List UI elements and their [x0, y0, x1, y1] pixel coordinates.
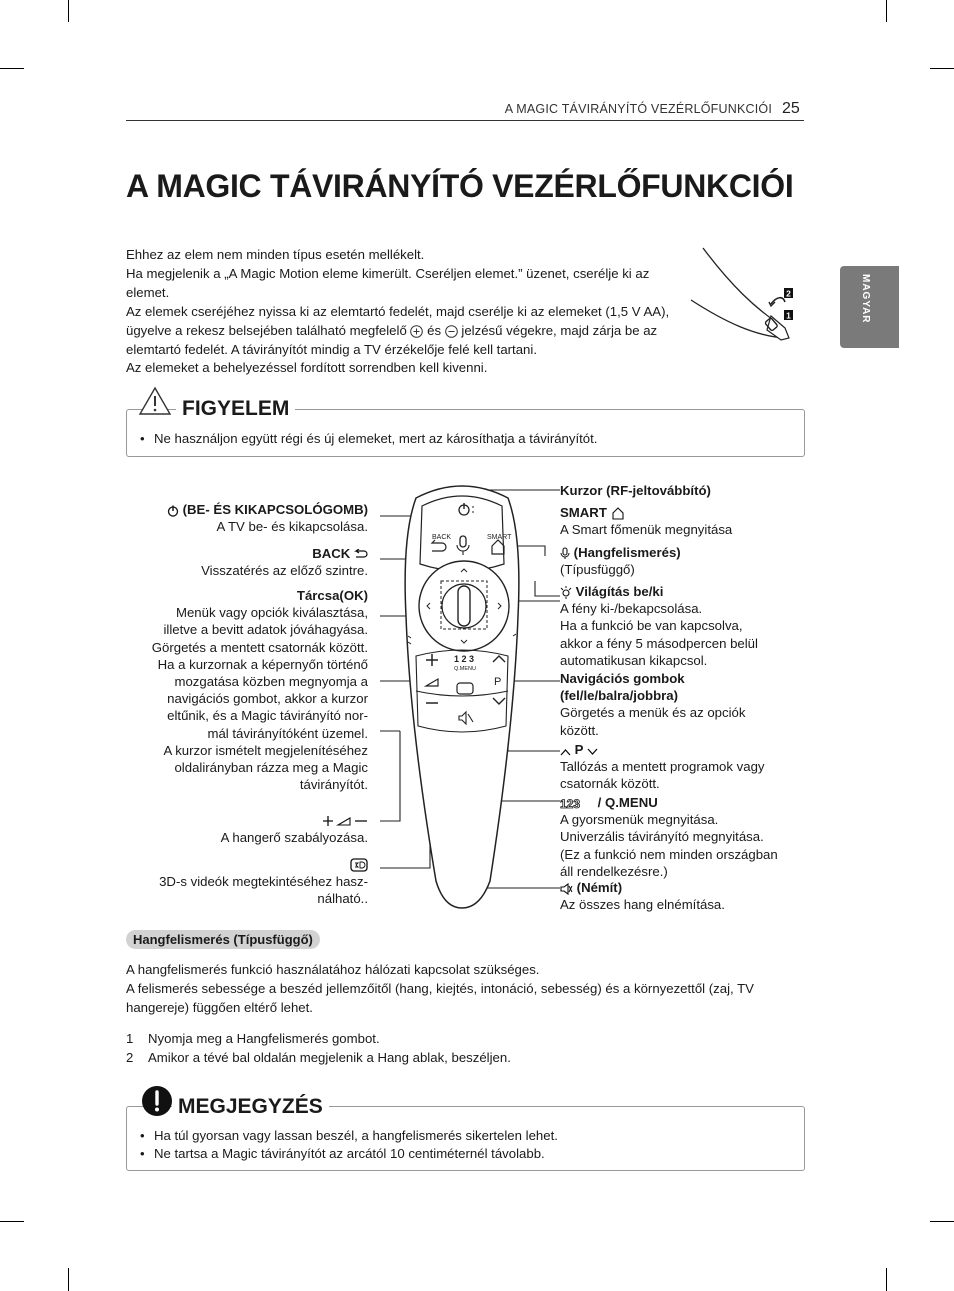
- note-title: MEGJEGYZÉS: [172, 1095, 329, 1119]
- wheel-desc-line: illetve a bevitt adatok jóváhagyása.: [163, 622, 368, 638]
- light-desc-line: Ha a funkció be van kapcsolva,: [560, 618, 743, 634]
- nav-desc-line: között.: [560, 722, 599, 738]
- label-smart: [560, 504, 805, 538]
- label-power: [120, 501, 368, 535]
- label-light: [560, 583, 805, 669]
- 3d-desc-line: 3D-s videók megtekintéséhez hasz-: [159, 874, 368, 890]
- wheel-desc-line: mozgatása közben megnyomja a: [174, 674, 368, 690]
- p-title: P: [574, 742, 584, 757]
- step-number: 2: [126, 1049, 134, 1065]
- back-desc: Visszatérés az előző szintre.: [201, 563, 368, 579]
- label-channel: [560, 741, 805, 793]
- volume-desc: A hangerő szabályozása.: [220, 830, 368, 846]
- qmenu-desc-line: (Ez a funkció nem minden országban: [560, 846, 778, 862]
- light-title: Világítás be/ki: [575, 584, 664, 599]
- wheel-desc-line: navigációs gombot, akkor a kurzor: [167, 691, 368, 707]
- step-item: [126, 1049, 511, 1068]
- volume-icons: [322, 814, 368, 828]
- language-tab-label: MAGYAR: [860, 274, 871, 324]
- mute-desc: Az összes hang elnémítása.: [560, 897, 725, 913]
- p-desc-line: csatornák között.: [560, 776, 660, 792]
- cursor-title: Kurzor (RF-jeltovábbító): [560, 483, 711, 498]
- note-item: • Ne tartsa a Magic távirányítót az arcától 10 centiméternél távolabb.: [140, 1145, 790, 1163]
- step-badge-2: 2: [786, 288, 791, 299]
- wheel-title: Tárcsa(OK): [296, 588, 368, 603]
- back-icon: [354, 549, 368, 561]
- step-text: Amikor a tévé bal oldalán megjelenik a Hang ablak, beszéljen.: [148, 1049, 511, 1065]
- label-mute: [560, 879, 805, 913]
- nav-title-line: Navigációs gombok: [560, 671, 685, 686]
- wheel-desc-line: Görgetés a mentett csatornák között.: [151, 639, 368, 655]
- caution-item: • Ne használjon együtt régi és új elemeket, mert az károsíthatja a távirányítót.: [140, 430, 790, 448]
- label-3d: [120, 856, 368, 908]
- wheel-desc-line: távirányítót.: [299, 777, 368, 793]
- note-list: [140, 1127, 790, 1163]
- crop-mark: [0, 68, 24, 69]
- crop-mark: [930, 68, 954, 69]
- smart-title: SMART: [560, 505, 607, 520]
- step-item: [126, 1030, 511, 1049]
- qmenu-title: / Q.MENU: [597, 795, 658, 810]
- power-desc: A TV be- és kikapcsolása.: [216, 519, 368, 535]
- voice-steps: [126, 1030, 511, 1068]
- intro-line: Ha megjelenik a „A Magic Motion eleme kimerült. Cseréljen elemet.” üzenet, cserélje ki az elemet.: [126, 265, 650, 300]
- wheel-desc-line: mál távirányítóként üzemel.: [207, 725, 368, 741]
- nav-title-line: (fel/le/balra/jobbra): [560, 688, 678, 704]
- voice-title: (Hangfelismerés): [573, 545, 681, 560]
- mute-title: (Némít): [576, 880, 623, 895]
- p-desc-line: Tallózás a mentett programok vagy: [560, 759, 765, 775]
- label-cursor: [560, 482, 805, 499]
- crop-mark: [68, 1268, 69, 1291]
- step-text: Nyomja meg a Hangfelismerés gombot.: [148, 1031, 380, 1046]
- qmenu-desc-line: áll rendelkezésre.): [560, 863, 668, 879]
- number-123-icon: [560, 797, 594, 810]
- nav-desc-line: Görgetés a menük és az opciók: [560, 705, 746, 721]
- qmenu-desc-line: Univerzális távirányító megnyitása.: [560, 829, 764, 845]
- crop-mark: [886, 1268, 887, 1291]
- smart-desc: A Smart főmenük megnyitása: [560, 522, 733, 538]
- 3d-desc-line: nálható..: [317, 891, 368, 907]
- battery-cover-figure: [685, 244, 805, 354]
- intro-line: Az elemeket a behelyezéssel fordított sorrendben kell kivenni.: [126, 360, 488, 376]
- intro-line-part: Az elemek cseréjéhez nyissa ki az elemtartó fedelét, majd cserélje ki az elemeket (1,5 V AA), ügyelve a rekesz belsejében található megfelelő: [126, 303, 670, 338]
- intro-line-part: jelzésű végekre, majd zárja be az elemtartó fedelét. A távirányítót mindig a TV érzékelője felé kell tartani.: [126, 322, 658, 357]
- remote-123-label: 1 2 3: [454, 654, 475, 664]
- step-number: 1: [126, 1031, 134, 1046]
- power-title: (BE- ÉS KIKAPCSOLÓGOMB): [182, 502, 368, 517]
- magic-remote-illustration: [380, 476, 560, 916]
- voice-desc: (Típusfüggő): [560, 562, 635, 578]
- minus-circle-icon: [445, 325, 458, 338]
- step-badge-1: 1: [786, 310, 791, 321]
- crop-mark: [68, 0, 69, 22]
- wheel-desc-line: A kurzor ismételt megjelenítéséhez: [163, 742, 368, 758]
- caution-title: FIGYELEM: [176, 397, 295, 421]
- mic-icon: [560, 547, 570, 560]
- light-icon: [560, 586, 572, 599]
- wheel-desc-line: Menük vagy opciók kiválasztása,: [175, 605, 368, 621]
- chevron-down-icon: [587, 747, 598, 757]
- remote-qmenu-label: Q.MENU: [454, 666, 476, 672]
- running-header: A MAGIC TÁVIRÁNYÍTÓ VEZÉRLŐFUNKCIÓI: [504, 102, 772, 116]
- remote-back-label: BACK: [432, 534, 452, 541]
- page-number: 25: [782, 100, 800, 117]
- back-title: BACK: [312, 546, 351, 561]
- wheel-desc-line: eltűnik, és a Magic távirányító nor-: [167, 708, 368, 724]
- label-wheel: [120, 587, 368, 793]
- header-rule: [126, 120, 804, 121]
- remote-p-label: P: [494, 676, 502, 688]
- power-icon: [167, 505, 179, 517]
- wheel-desc-line: oldalirányban rázza meg a Magic: [174, 760, 368, 776]
- light-desc-line: akkor a fény 5 másodpercen belül: [560, 635, 758, 651]
- crop-mark: [930, 1221, 954, 1222]
- crop-mark: [0, 1221, 24, 1222]
- qmenu-desc-line: A gyorsmenük megnyitása.: [560, 812, 719, 828]
- note-item: • Ha túl gyorsan vagy lassan beszél, a hangfelismerés sikertelen lehet.: [140, 1127, 790, 1145]
- voice-section-heading: Hangfelismerés (Típusfüggő): [126, 930, 320, 949]
- label-back: [120, 545, 368, 579]
- note-exclamation-icon: [140, 1084, 174, 1118]
- wheel-desc-line: Ha a kurzornak a képernyőn történő: [157, 656, 368, 672]
- language-tab: [840, 266, 899, 348]
- home-icon: [611, 507, 625, 520]
- intro-line: [126, 303, 676, 360]
- mute-icon: [560, 883, 573, 895]
- label-volume: [120, 812, 368, 846]
- warning-triangle-icon: [138, 386, 172, 416]
- caution-list: [140, 430, 790, 448]
- crop-mark: [886, 0, 887, 22]
- voice-para: A felismerés sebessége a beszéd jellemzőitől (hang, kiejtés, intonáció, sebesség) és a környezettől (zaj, TV hangereje) függően eltérő lehet.: [126, 980, 754, 1015]
- label-nav: [560, 670, 805, 739]
- label-voice: [560, 544, 805, 578]
- light-desc-line: automatikusan kikapcsol.: [560, 652, 708, 668]
- 3d-icon: [350, 858, 368, 872]
- svg-text:123: 123: [560, 797, 581, 810]
- intro-text: [126, 246, 676, 378]
- intro-line-part: és: [427, 322, 442, 338]
- light-desc-line: A fény ki-/bekapcsolása.: [560, 601, 703, 617]
- page-title: A MAGIC TÁVIRÁNYÍTÓ VEZÉRLŐFUNKCIÓI: [126, 168, 794, 204]
- voice-section-text: [126, 961, 796, 1018]
- chevron-up-icon: [560, 747, 571, 757]
- voice-para: A hangfelismerés funkció használatához hálózati kapcsolat szükséges.: [126, 962, 540, 977]
- remote-smart-label: SMART: [487, 534, 512, 541]
- label-qmenu: [560, 794, 805, 880]
- plus-circle-icon: [410, 325, 423, 338]
- intro-line: Ehhez az elem nem minden típus esetén mellékelt.: [126, 247, 425, 262]
